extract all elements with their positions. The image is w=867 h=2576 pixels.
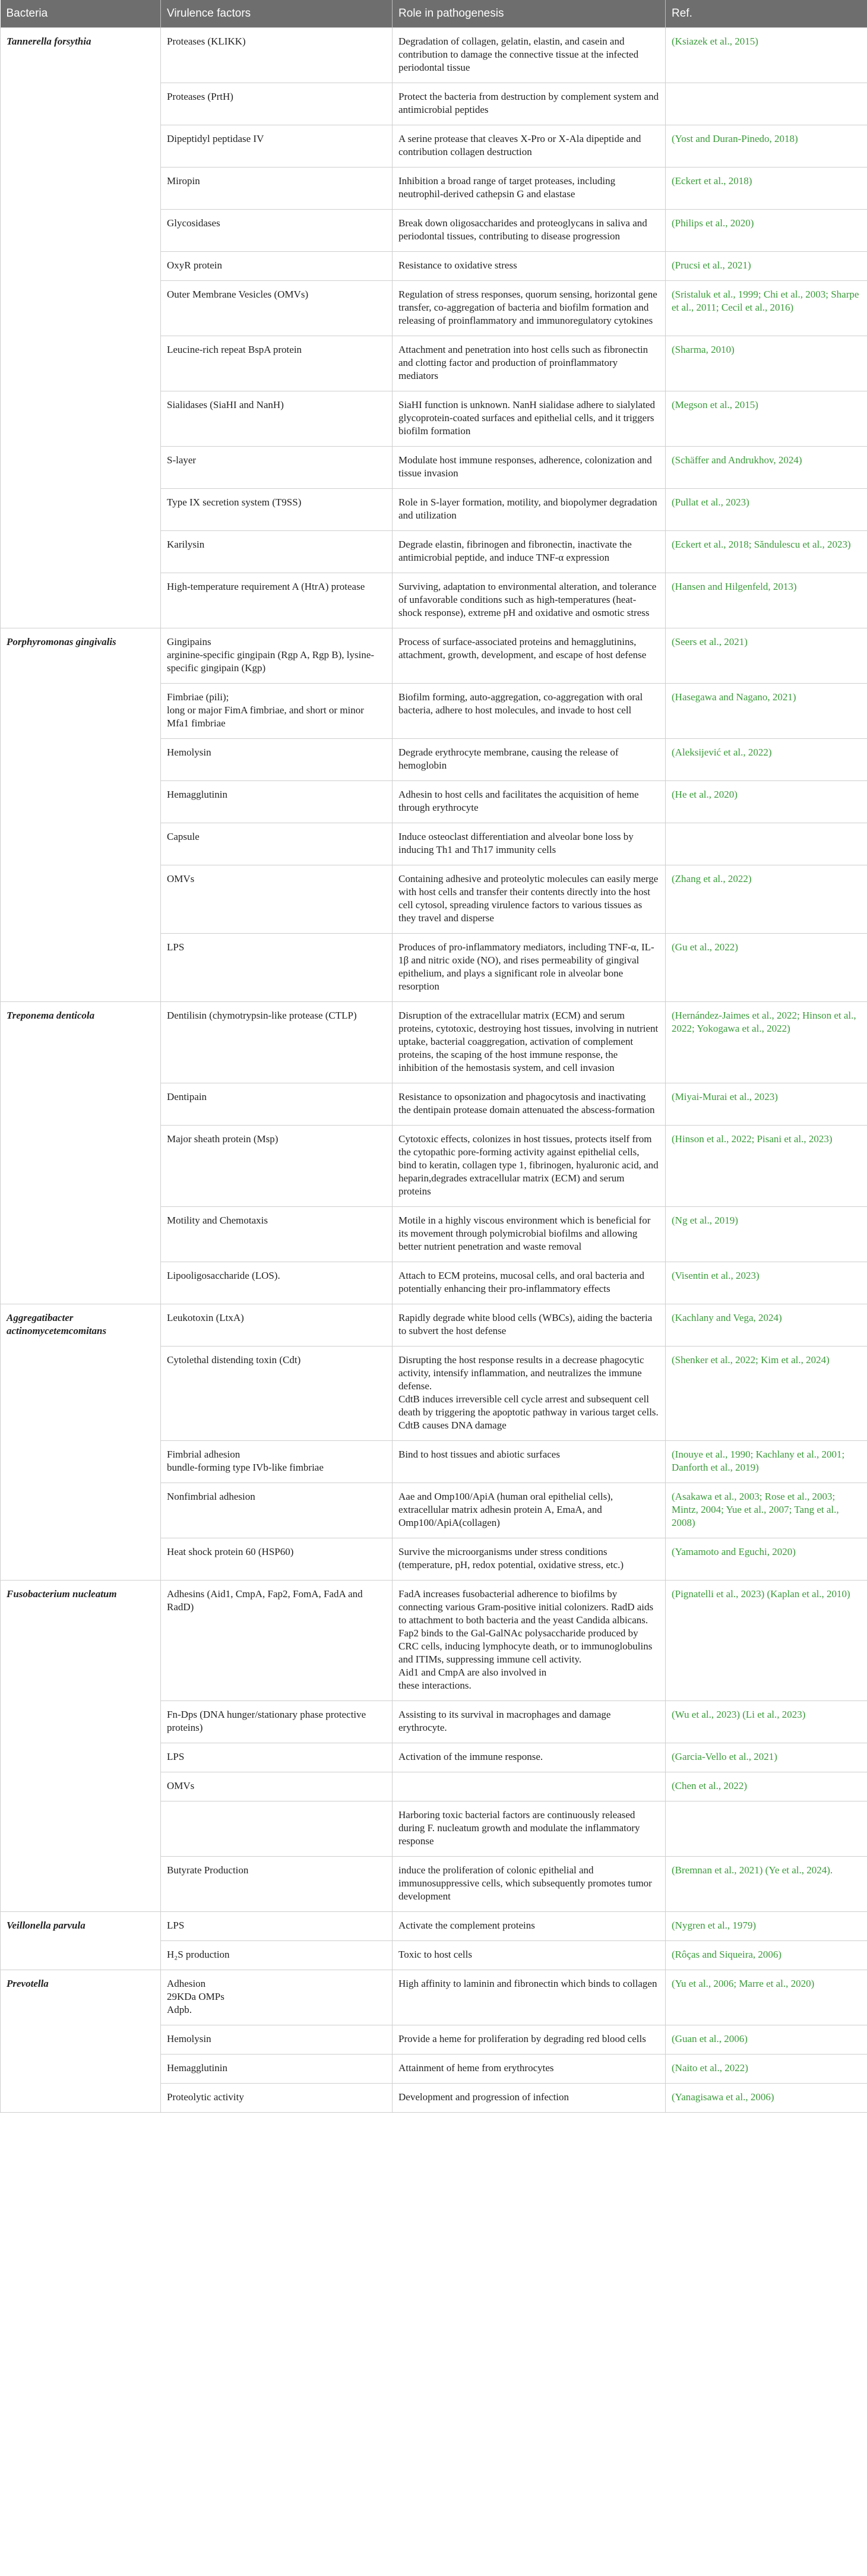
table-row (1, 1347, 867, 1441)
virulence-factor-cell: Proteolytic activity (161, 2084, 393, 2113)
table-row (1, 1262, 867, 1304)
virulence-factor-cell: Capsule (161, 823, 393, 865)
virulence-factor-cell: Outer Membrane Vesicles (OMVs) (161, 281, 393, 336)
table-row (1, 1857, 867, 1912)
role-cell: Disruption of the extracellular matrix (ECM) and serum proteins, cytotoxic, destroying host tissues, involving in nutrient uptake, bacterial coaggregation, activation of complement proteins, the scaping of the host immune response, the inhibition of the hemostasis system, and cell invasion (393, 1002, 666, 1083)
reference-cell: (Seers et al., 2021) (666, 628, 867, 684)
bacteria-cell: Porphyromonas gingivalis (1, 628, 161, 684)
table-row (1, 628, 867, 684)
bacteria-cell (1, 823, 161, 865)
table-row (1, 447, 867, 489)
role-cell: Assisting to its survival in macrophages and damage erythrocyte. (393, 1701, 666, 1743)
role-cell: Resistance to opsonization and phagocytosis and inactivating the dentipain protease domain attenuated the abscess-formation (393, 1083, 666, 1126)
role-cell: Attachment and penetration into host cells such as fibronectin and clotting factor and production of proinflammatory mediators (393, 336, 666, 391)
table-row (1, 1581, 867, 1701)
table-row (1, 1701, 867, 1743)
reference-cell: (Miyai-Murai et al., 2023) (666, 1083, 867, 1126)
reference-cell: (Kachlany and Vega, 2024) (666, 1304, 867, 1347)
table-row (1, 1083, 867, 1126)
virulence-factor-cell: Fimbrial adhesion bundle-forming type IVb-like fimbriae (161, 1441, 393, 1483)
role-cell: Containing adhesive and proteolytic molecules can easily merge with host cells and transfer their contents directly into the host cell cytosol, spreading virulence factors to various tissues as they travel and disperse (393, 865, 666, 934)
role-cell: Attainment of heme from erythrocytes (393, 2055, 666, 2084)
bacteria-cell (1, 1126, 161, 1207)
reference-cell: (Chen et al., 2022) (666, 1772, 867, 1801)
reference-cell: (Asakawa et al., 2003; Rose et al., 2003; Mintz, 2004; Yue et al., 2007; Tang et al., 2008) (666, 1483, 867, 1538)
bacteria-cell (1, 865, 161, 934)
table-row (1, 1743, 867, 1772)
bacteria-cell (1, 2084, 161, 2113)
virulence-factor-cell: Nonfimbrial adhesion (161, 1483, 393, 1538)
table-row (1, 167, 867, 210)
bacteria-cell (1, 210, 161, 252)
table-row (1, 125, 867, 167)
role-cell: Inhibition a broad range of target proteases, including neutrophil-derived cathepsin G and elastase (393, 167, 666, 210)
header-bacteria: Bacteria (1, 0, 161, 28)
bacteria-cell (1, 1538, 161, 1581)
virulence-factor-cell: Butyrate Production (161, 1857, 393, 1912)
role-cell: Degradation of collagen, gelatin, elastin, and casein and contribution to damage the connective tissue at the infected periodontal tissue (393, 28, 666, 83)
table-row (1, 2055, 867, 2084)
bacteria-cell (1, 1857, 161, 1912)
reference-cell: (Visentin et al., 2023) (666, 1262, 867, 1304)
role-cell: Break down oligosaccharides and proteoglycans in saliva and periodontal tissues, contributing to disease progression (393, 210, 666, 252)
bacteria-cell (1, 1347, 161, 1441)
reference-cell: (Nygren et al., 1979) (666, 1912, 867, 1941)
role-cell: Rapidly degrade white blood cells (WBCs), aiding the bacteria to subvert the host defense (393, 1304, 666, 1347)
virulence-factor-cell: Heat shock protein 60 (HSP60) (161, 1538, 393, 1581)
role-cell: Aae and Omp100/ApiA (human oral epithelial cells), extracellular matrix adhesin protein A, EmaA, and Omp100/ApiA(collagen) (393, 1483, 666, 1538)
reference-cell: (Schäffer and Andrukhov, 2024) (666, 447, 867, 489)
table-row (1, 83, 867, 125)
role-cell: Modulate host immune responses, adherence, colonization and tissue invasion (393, 447, 666, 489)
reference-cell: (Inouye et al., 1990; Kachlany et al., 2001; Danforth et al., 2019) (666, 1441, 867, 1483)
role-cell: Harboring toxic bacterial factors are continuously released during F. nucleatum growth and modulate the inflammatory response (393, 1801, 666, 1857)
table-row (1, 2025, 867, 2055)
role-cell: Adhesin to host cells and facilitates the acquisition of heme through erythrocyte (393, 781, 666, 823)
bacteria-cell (1, 684, 161, 739)
reference-cell: (Yost and Duran-Pinedo, 2018) (666, 125, 867, 167)
table-row (1, 739, 867, 781)
virulence-factor-cell: OMVs (161, 1772, 393, 1801)
table-row (1, 684, 867, 739)
table-row (1, 210, 867, 252)
table-row (1, 781, 867, 823)
reference-cell: (Garcia-Vello et al., 2021) (666, 1743, 867, 1772)
table-row (1, 1304, 867, 1347)
role-cell: Regulation of stress responses, quorum sensing, horizontal gene transfer, co-aggregation of bacteria and biofilm formation and releasing of proinflammatory and immunoregulatory cytokines (393, 281, 666, 336)
reference-cell: (Guan et al., 2006) (666, 2025, 867, 2055)
table-row (1, 281, 867, 336)
virulence-factor-cell: Motility and Chemotaxis (161, 1207, 393, 1262)
bacteria-cell (1, 1262, 161, 1304)
reference-cell: (Wu et al., 2023) (Li et al., 2023) (666, 1701, 867, 1743)
reference-cell: (Aleksijević et al., 2022) (666, 739, 867, 781)
table-body (1, 28, 867, 2113)
table-row (1, 1801, 867, 1857)
virulence-factor-cell (161, 1801, 393, 1857)
bacteria-cell: Prevotella (1, 1970, 161, 2025)
bacteria-cell (1, 2025, 161, 2055)
reference-cell: (Rôças and Siqueira, 2006) (666, 1941, 867, 1970)
bacteria-cell: Fusobacterium nucleatum (1, 1581, 161, 1701)
table-row (1, 1483, 867, 1538)
virulence-factor-cell: S-layer (161, 447, 393, 489)
bacteria-cell: Tannerella forsythia (1, 28, 161, 83)
role-cell: Induce osteoclast differentiation and alveolar bone loss by inducing Th1 and Th17 immunity cells (393, 823, 666, 865)
table-row (1, 531, 867, 573)
table-row (1, 1441, 867, 1483)
role-cell: Resistance to oxidative stress (393, 252, 666, 281)
bacteria-cell (1, 1801, 161, 1857)
table-row (1, 823, 867, 865)
role-cell: Produces of pro-inflammatory mediators, including TNF-α, IL-1β and nitric oxide (NO), and rises permeability of gingival epithelium, and plays a significant role in alveolar bone resorption (393, 934, 666, 1002)
bacteria-cell (1, 1772, 161, 1801)
table-row (1, 934, 867, 1002)
bacteria-cell (1, 281, 161, 336)
reference-cell: (Gu et al., 2022) (666, 934, 867, 1002)
virulence-factor-cell: Miropin (161, 167, 393, 210)
virulence-factor-cell: Adhesins (Aid1, CmpA, Fap2, FomA, FadA and RadD) (161, 1581, 393, 1701)
role-cell: Bind to host tissues and abiotic surfaces (393, 1441, 666, 1483)
virulence-factor-cell: OxyR protein (161, 252, 393, 281)
role-cell: Activation of the immune response. (393, 1743, 666, 1772)
virulence-factor-cell: Cytolethal distending toxin (Cdt) (161, 1347, 393, 1441)
reference-cell: (Yanagisawa et al., 2006) (666, 2084, 867, 2113)
header-role: Role in pathogenesis (393, 0, 666, 28)
reference-cell: (Hansen and Hilgenfeld, 2013) (666, 573, 867, 628)
table-row (1, 1970, 867, 2025)
table-row (1, 489, 867, 531)
bacteria-cell (1, 934, 161, 1002)
bacteria-cell (1, 83, 161, 125)
role-cell: Protect the bacteria from destruction by complement system and antimicrobial peptides (393, 83, 666, 125)
bacteria-cell (1, 573, 161, 628)
virulence-factor-cell: H₂S production (161, 1941, 393, 1970)
reference-cell: (Yu et al., 2006; Marre et al., 2020) (666, 1970, 867, 2025)
role-cell: Provide a heme for proliferation by degrading red blood cells (393, 2025, 666, 2055)
table-row (1, 252, 867, 281)
virulence-factor-cell: Dentipain (161, 1083, 393, 1126)
bacteria-cell: Aggregatibacter actinomycetemcomitans (1, 1304, 161, 1347)
reference-cell: (Prucsi et al., 2021) (666, 252, 867, 281)
table-row (1, 865, 867, 934)
reference-cell (666, 1801, 867, 1857)
virulence-factor-cell: Dipeptidyl peptidase IV (161, 125, 393, 167)
table-row (1, 1538, 867, 1581)
bacteria-cell: Veillonella parvula (1, 1912, 161, 1941)
role-cell (393, 1772, 666, 1801)
reference-cell: (Sharma, 2010) (666, 336, 867, 391)
virulence-factor-cell: LPS (161, 934, 393, 1002)
virulence-factor-cell: Sialidases (SiaHI and NanH) (161, 391, 393, 447)
bacteria-cell (1, 2055, 161, 2084)
reference-cell: (Hinson et al., 2022; Pisani et al., 2023) (666, 1126, 867, 1207)
virulence-factor-cell: Hemolysin (161, 739, 393, 781)
role-cell: Attach to ECM proteins, mucosal cells, and oral bacteria and potentially enhancing their pro-inflammatory effects (393, 1262, 666, 1304)
reference-cell: (He et al., 2020) (666, 781, 867, 823)
role-cell: Activate the complement proteins (393, 1912, 666, 1941)
reference-cell: (Naito et al., 2022) (666, 2055, 867, 2084)
virulence-factor-cell: Dentilisin (chymotrypsin-like protease (CTLP) (161, 1002, 393, 1083)
virulence-factor-cell: LPS (161, 1743, 393, 1772)
role-cell: Survive the microorganisms under stress conditions (temperature, pH, redox potential, oxidative stress, etc.) (393, 1538, 666, 1581)
virulence-factor-cell: Leukotoxin (LtxA) (161, 1304, 393, 1347)
virulence-factor-cell: Leucine-rich repeat BspA protein (161, 336, 393, 391)
header-ref: Ref. (666, 0, 867, 28)
table-row (1, 1941, 867, 1970)
virulence-factor-cell: OMVs (161, 865, 393, 934)
reference-cell: (Sristaluk et al., 1999; Chi et al., 2003; Sharpe et al., 2011; Cecil et al., 2016) (666, 281, 867, 336)
reference-cell: (Bremnan et al., 2021) (Ye et al., 2024). (666, 1857, 867, 1912)
virulence-factor-cell: Adhesion 29KDa OMPs Adpb. (161, 1970, 393, 2025)
bacteria-cell (1, 252, 161, 281)
bacteria-cell (1, 1483, 161, 1538)
table-row (1, 391, 867, 447)
bacteria-cell: Treponema denticola (1, 1002, 161, 1083)
role-cell: SiaHI function is unknown. NanH sialidase adhere to sialylated glycoprotein-coated surfaces and epithelial cells, and it triggers biofilm formation (393, 391, 666, 447)
table-row (1, 1912, 867, 1941)
role-cell: High affinity to laminin and fibronectin which binds to collagen (393, 1970, 666, 2025)
table-row (1, 1126, 867, 1207)
role-cell: A serine protease that cleaves X-Pro or X-Ala dipeptide and contribution collagen destruction (393, 125, 666, 167)
bacteria-cell (1, 1207, 161, 1262)
virulence-factor-cell: LPS (161, 1912, 393, 1941)
reference-cell: (Shenker et al., 2022; Kim et al., 2024) (666, 1347, 867, 1441)
role-cell: induce the proliferation of colonic epithelial and immunosuppressive cells, which subsequently promotes tumor development (393, 1857, 666, 1912)
virulence-factor-cell: Glycosidases (161, 210, 393, 252)
virulence-factor-cell: Proteases (KLIKK) (161, 28, 393, 83)
reference-cell: (Hasegawa and Nagano, 2021) (666, 684, 867, 739)
role-cell: FadA increases fusobacterial adherence to biofilms by connecting various Gram-positive initial colonizers. RadD aids to attachment to both bacteria and the yeast Candida albicans. Fap2 binds to the Gal-GalNAc polysaccharide produced by CRC cells, inducing lymphocyte death, or to immunoglobulins and ITIMs, suppressing immune cell activity. Aid1 and CmpA are also involved in these interactions. (393, 1581, 666, 1701)
reference-cell: (Pullat et al., 2023) (666, 489, 867, 531)
virulence-factor-cell: Hemagglutinin (161, 2055, 393, 2084)
role-cell: Motile in a highly viscous environment which is beneficial for its movement through polymicrobial biofilms and allowing better nutrient penetration and waste removal (393, 1207, 666, 1262)
reference-cell: (Pignatelli et al., 2023) (Kaplan et al., 2010) (666, 1581, 867, 1701)
header-virulence-factors: Virulence factors (161, 0, 393, 28)
table-row (1, 336, 867, 391)
bacteria-cell (1, 391, 161, 447)
role-cell: Disrupting the host response results in a decrease phagocytic activity, intensify inflammation, and neutralizes the immune defense. CdtB induces irreversible cell cycle arrest and subsequent cell death by triggering the apoptotic pathway in various target cells. CdtB causes DNA damage (393, 1347, 666, 1441)
bacteria-cell (1, 1083, 161, 1126)
bacteria-cell (1, 447, 161, 489)
reference-cell: (Ksiazek et al., 2015) (666, 28, 867, 83)
table-row (1, 28, 867, 83)
bacteria-cell (1, 1701, 161, 1743)
virulence-factor-cell: High-temperature requirement A (HtrA) protease (161, 573, 393, 628)
virulence-factor-cell: Gingipains arginine-specific gingipain (Rgp A, Rgp B), lysine-specific gingipain (Kgp) (161, 628, 393, 684)
role-cell: Toxic to host cells (393, 1941, 666, 1970)
bacteria-cell (1, 167, 161, 210)
table-row (1, 2084, 867, 2113)
role-cell: Surviving, adaptation to environmental alteration, and tolerance of unfavorable conditions such as high-temperatures (heat-shock response), extreme pH and oxidative and osmotic stress (393, 573, 666, 628)
role-cell: Cytotoxic effects, colonizes in host tissues, protects itself from the cytopathic pore-forming activity against epithelial cells, bind to keratin, collagen type 1, fibrinogen, hyaluronic acid, and heparin,degrades extracellular matrix (ECM) and serum proteins (393, 1126, 666, 1207)
table-row (1, 573, 867, 628)
header-row (1, 0, 867, 28)
virulence-factor-cell: Hemagglutinin (161, 781, 393, 823)
bacteria-cell (1, 336, 161, 391)
table-row (1, 1207, 867, 1262)
reference-cell (666, 823, 867, 865)
reference-cell: (Zhang et al., 2022) (666, 865, 867, 934)
virulence-factor-cell: Fimbriae (pili); long or major FimA fimbriae, and short or minor Mfa1 fimbriae (161, 684, 393, 739)
reference-cell (666, 83, 867, 125)
reference-cell: (Megson et al., 2015) (666, 391, 867, 447)
bacteria-cell (1, 125, 161, 167)
role-cell: Development and progression of infection (393, 2084, 666, 2113)
virulence-factor-cell: Fn-Dps (DNA hunger/stationary phase protective proteins) (161, 1701, 393, 1743)
role-cell: Degrade elastin, fibrinogen and fibronectin, inactivate the antimicrobial peptide, and induce TNF-α expression (393, 531, 666, 573)
role-cell: Degrade erythrocyte membrane, causing the release of hemoglobin (393, 739, 666, 781)
table-row (1, 1002, 867, 1083)
virulence-factor-cell: Proteases (PrtH) (161, 83, 393, 125)
reference-cell: (Philips et al., 2020) (666, 210, 867, 252)
bacteria-cell (1, 1941, 161, 1970)
role-cell: Biofilm forming, auto-aggregation, co-aggregation with oral bacteria, adhere to host molecules, and invade to host cell (393, 684, 666, 739)
reference-cell: (Eckert et al., 2018) (666, 167, 867, 210)
bacteria-cell (1, 1441, 161, 1483)
bacteria-cell (1, 781, 161, 823)
bacteria-cell (1, 489, 161, 531)
bacteria-cell (1, 531, 161, 573)
role-cell: Process of surface-associated proteins and hemagglutinins, attachment, growth, development, and escape of host defense (393, 628, 666, 684)
reference-cell: (Ng et al., 2019) (666, 1207, 867, 1262)
virulence-factor-cell: Hemolysin (161, 2025, 393, 2055)
reference-cell: (Yamamoto and Eguchi, 2020) (666, 1538, 867, 1581)
virulence-factor-cell: Karilysin (161, 531, 393, 573)
reference-cell: (Hernández-Jaimes et al., 2022; Hinson et al., 2022; Yokogawa et al., 2022) (666, 1002, 867, 1083)
reference-cell: (Eckert et al., 2018; Săndulescu et al., 2023) (666, 531, 867, 573)
table-row (1, 1772, 867, 1801)
bacteria-cell (1, 739, 161, 781)
virulence-factor-cell: Major sheath protein (Msp) (161, 1126, 393, 1207)
virulence-factor-cell: Type IX secretion system (T9SS) (161, 489, 393, 531)
virulence-factor-cell: Lipooligosaccharide (LOS). (161, 1262, 393, 1304)
bacteria-cell (1, 1743, 161, 1772)
role-cell: Role in S-layer formation, motility, and biopolymer degradation and utilization (393, 489, 666, 531)
